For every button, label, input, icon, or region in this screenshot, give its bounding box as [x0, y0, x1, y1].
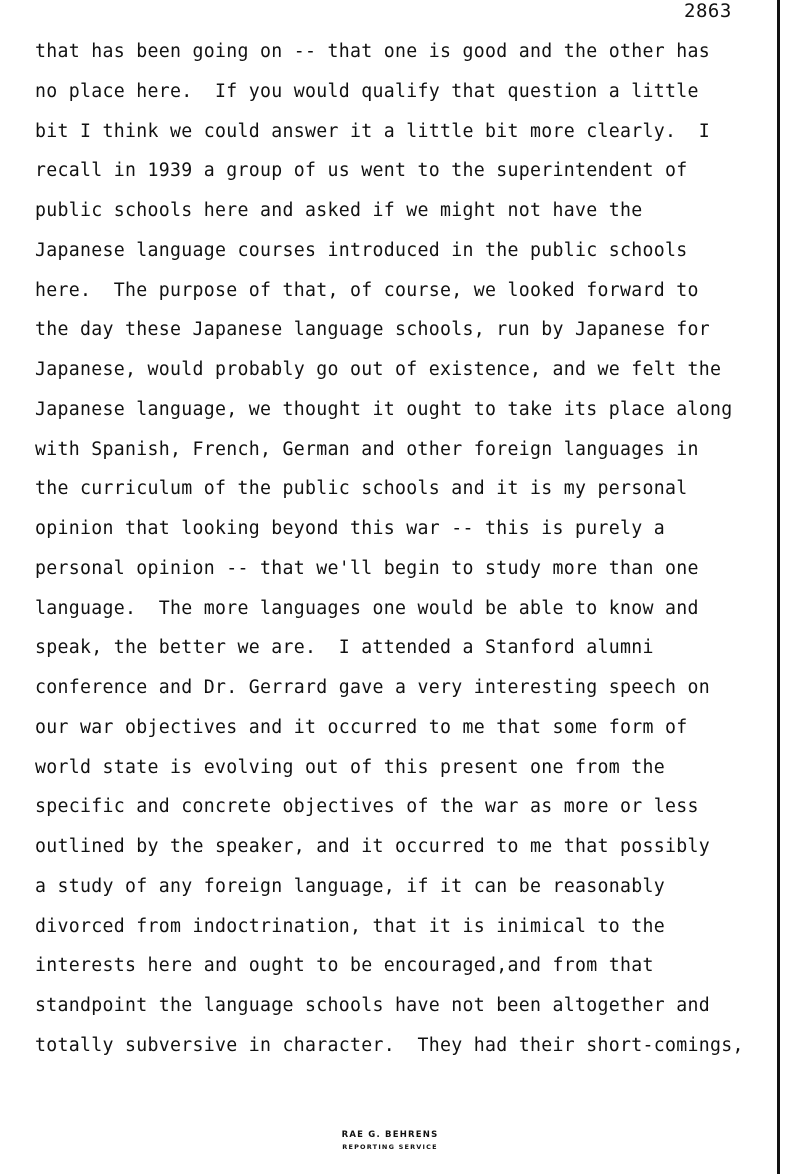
transcript-line: Japanese language courses introduced in the public schools [35, 239, 688, 261]
transcript-line: speak, the better we are. I attended a Stanford alumni [35, 637, 654, 659]
transcript-line: the day these Japanese language schools, run by Japanese for [35, 319, 710, 341]
transcript-line: a study of any foreign language, if it can be reasonably [35, 875, 665, 897]
transcript-line: specific and concrete objectives of the war as more or less [35, 796, 699, 818]
transcript-line: that has been going on -- that one is good and the other has [35, 41, 710, 62]
transcript-line: recall in 1939 a group of us went to the superintendent of [35, 160, 688, 182]
reporting-service-label: REPORTING SERVICE [342, 1143, 438, 1151]
transcript-line: personal opinion -- that we'll begin to study more than one [35, 557, 699, 579]
transcript-line: standpoint the language schools have not been altogether and [35, 995, 710, 1016]
transcript-line: the curriculum of the public schools and it is my personal [35, 478, 688, 500]
transcript-line: public schools here and asked if we might not have the [35, 200, 643, 221]
reporter-name: RAE G. BEHRENS [341, 1130, 439, 1140]
transcript-line: language. The more languages one would be able to know and [35, 597, 699, 619]
reporter-footer [0, 1129, 780, 1153]
transcript-line: totally subversive in character. They had their short-comings, [35, 1034, 744, 1056]
page-number: 2863 [684, 0, 732, 22]
transcript-body [35, 32, 780, 1066]
transcript-line: Japanese language, we thought it ought to take its place along [35, 398, 733, 420]
transcript-line: opinion that looking beyond this war -- this is purely a [35, 518, 665, 539]
transcript-line: with Spanish, French, German and other foreign languages in [35, 438, 699, 460]
transcript-line: outlined by the speaker, and it occurred to me that possibly [35, 836, 710, 857]
transcript-line: our war objectives and it occurred to me that some form of [35, 716, 688, 738]
transcript-line: no place here. If you would qualify that question a little [35, 80, 699, 102]
transcript-line: conference and Dr. Gerrard gave a very interesting speech on [35, 677, 710, 698]
transcript-line: divorced from indoctrination, that it is inimical to the [35, 915, 665, 937]
transcript-line: interests here and ought to be encouraged,and from that [35, 955, 654, 977]
transcript-line: here. The purpose of that, of course, we looked forward to [35, 279, 699, 301]
transcript-line: world state is evolving out of this present one from the [35, 756, 665, 778]
transcript-line: bit I think we could answer it a little bit more clearly. I [35, 120, 710, 142]
transcript-line: Japanese, would probably go out of existence, and we felt the [35, 359, 722, 380]
